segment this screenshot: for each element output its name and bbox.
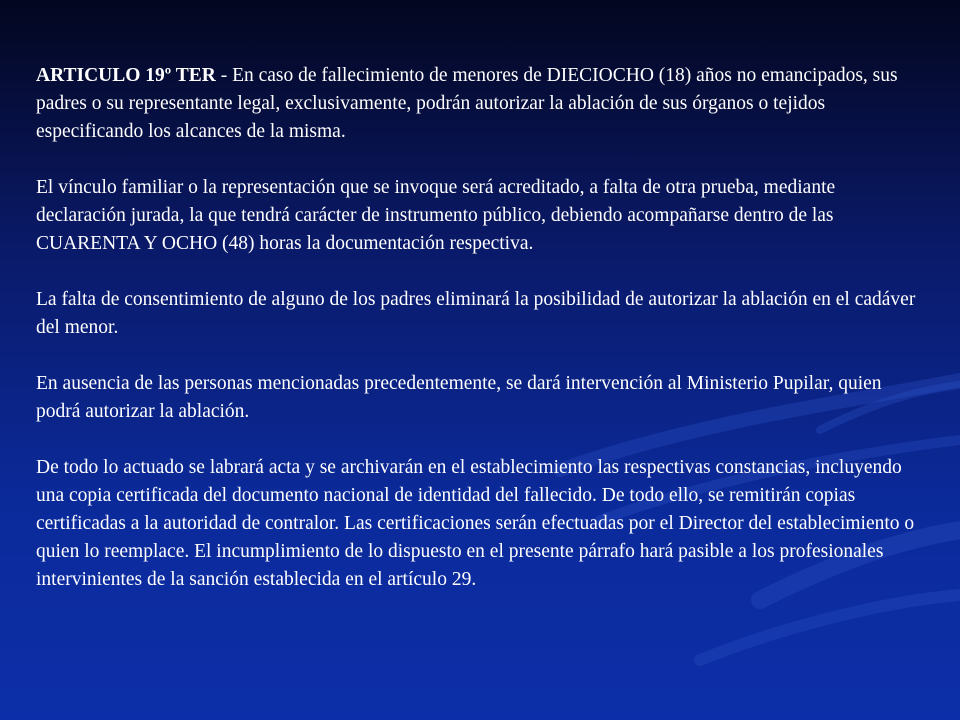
slide-body	[36, 62, 926, 622]
paragraph-5: De todo lo actuado se labrará acta y se archivarán en el establecimiento las respectivas constancias, incluyendo una copia certificada del documento nacional de identidad del fallecido. De todo ello, se remitirán copias certificadas a la autoridad de contralor. Las certificaciones serán efectuadas por el Director del establecimiento o quien lo reemplace. El incumplimiento de lo dispuesto en el presente párrafo hará pasible a los profesionales intervinientes de la sanción establecida en el artículo 29.	[36, 457, 915, 590]
paragraph-4: En ausencia de las personas mencionadas precedentemente, se dará intervención al Ministerio Pupilar, quien podrá autorizar la ablación.	[36, 373, 882, 422]
article-heading: ARTICULO 19º TER	[36, 65, 216, 86]
paragraph-3: La falta de consentimiento de alguno de los padres eliminará la posibilidad de autorizar la ablación en el cadáver del menor.	[36, 289, 916, 338]
paragraph-2: El vínculo familiar o la representación que se invoque será acreditado, a falta de otra prueba, mediante declaración jurada, la que tendrá carácter de instrumento público, debiendo acompañarse dentro de las CUARENTA Y OCHO (48) horas la documentación respectiva.	[36, 177, 836, 254]
paragraph-1-text: - En caso de fallecimiento de menores de DIECIOCHO (18) años no emancipados, sus padres o su representante legal, exclusivamente, podrán autorizar la ablación de sus órganos o tejidos especificando los alcances de la misma.	[36, 65, 898, 142]
paragraph-1	[36, 62, 926, 146]
